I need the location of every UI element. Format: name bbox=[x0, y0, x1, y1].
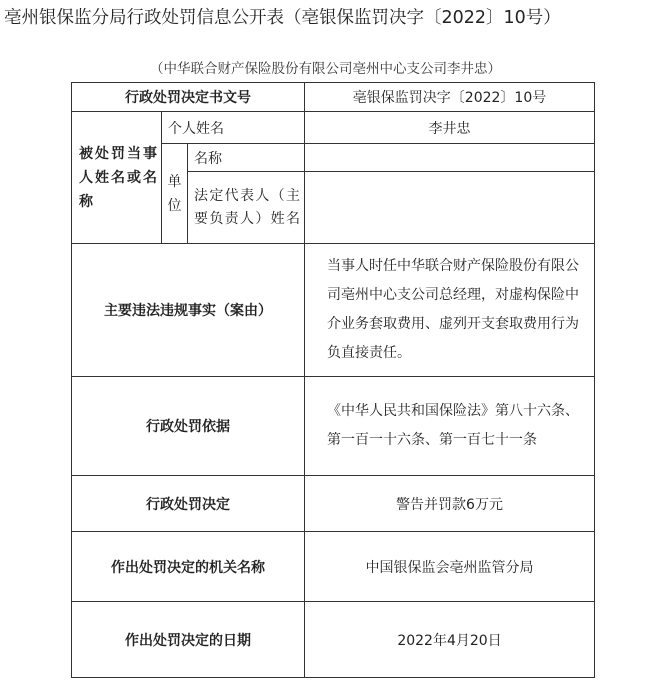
authority-value: 中国银保监会亳州监管分局 bbox=[305, 532, 595, 602]
row-doc-number bbox=[72, 83, 595, 112]
basis-value: 《中华人民共和国保险法》第八十六条、第一百一十六条、第一百七十一条 bbox=[305, 377, 595, 476]
doc-number-value: 亳银保监罚决字〔2022〕10号 bbox=[305, 83, 595, 112]
unit-label: 单位 bbox=[162, 144, 188, 244]
decision-label: 行政处罚决定 bbox=[72, 476, 305, 532]
row-basis bbox=[72, 377, 595, 476]
party-label: 被处罚当事人姓名或名称 bbox=[72, 112, 162, 244]
unit-name-value bbox=[305, 144, 595, 172]
page-subtitle: （中华联合财产保险股份有限公司亳州中心支公司李井忠） bbox=[150, 61, 501, 77]
date-label: 作出处罚决定的日期 bbox=[72, 602, 305, 678]
date-value: 2022年4月20日 bbox=[305, 602, 595, 678]
basis-label: 行政处罚依据 bbox=[72, 377, 305, 476]
page-title: 亳州银保监分局行政处罚信息公开表（亳银保监罚决字〔2022〕10号） bbox=[4, 8, 561, 28]
row-decision bbox=[72, 476, 595, 532]
row-person-name bbox=[72, 112, 595, 144]
authority-label: 作出处罚决定的机关名称 bbox=[72, 532, 305, 602]
legal-rep-value bbox=[305, 172, 595, 244]
unit-name-label: 名称 bbox=[188, 144, 305, 172]
row-date bbox=[72, 602, 595, 678]
facts-label: 主要违法违规事实（案由） bbox=[72, 244, 305, 377]
row-facts bbox=[72, 244, 595, 377]
facts-value: 当事人时任中华联合财产保险股份有限公司亳州中心支公司总经理，对虚构保险中介业务套取费用、虚列开支套取费用行为负直接责任。 bbox=[305, 244, 595, 377]
doc-number-label: 行政处罚决定书文号 bbox=[72, 83, 305, 112]
penalty-info-table bbox=[71, 82, 595, 678]
legal-rep-label: 法定代表人（主要负责人）姓名 bbox=[188, 172, 305, 244]
person-name-value: 李井忠 bbox=[305, 112, 595, 144]
row-authority bbox=[72, 532, 595, 602]
decision-value: 警告并罚款6万元 bbox=[305, 476, 595, 532]
person-name-label: 个人姓名 bbox=[162, 112, 305, 144]
